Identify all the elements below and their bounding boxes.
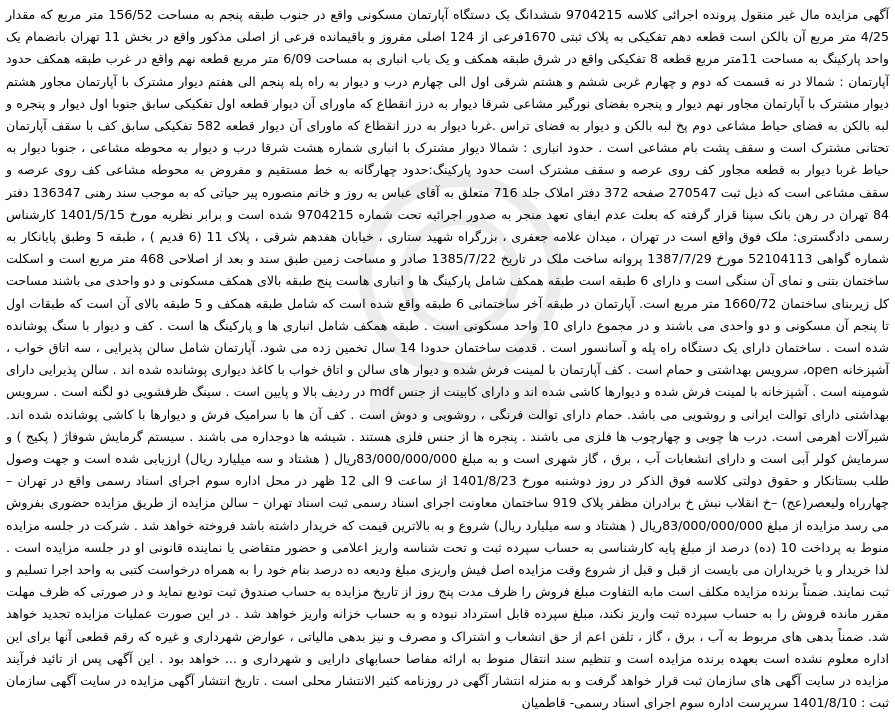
auction-notice-text: آگهی مزایده مال غیر منقول پرونده اجرائی کلاسه 9704215 ششدانگ یک دستگاه آپارتمان مسکونی واقع در جنوب طبقه پنجم به مساحت 156/52 متر مربع که مقدار 4/25 متر مربع آن بالکن است قطعه دهم تفکیکی به پلاک ثبتی 1670فرعی از 124 اصلی مفروز و باقیمانده فرعی از اصلی مذکور واقع در بخش 11 تهران بانضمام یک واحد پارکینگ به مساحت 11متر مربع قطعه 8 تفکیکی واقع در شرق طبقه همکف و یک باب انباری به مساحت 6/09 متر مربع قطعه نهم واقع در غرب طبقه همکف حدود آپارتمان : شمالا در نه قسمت که دوم و چهارم غربی ششم و هشتم شرقی اول الی چهارم درب و دیوار به راه پله پنجم الی هفتم دیوار مشترک با آپارتمان مجاور هشتم دیوار مشترک با آپارتمان مجاور نهم دیوار و پنجره بفضای نورگیر مشاعی شرقا دیوار به درز انقطاع که ماورای آن دیوار قطعه اول تفکیکی سابق جنوبا اول دیوار و پنجره و لبه بالکن به فضای حیاط مشاعی دوم پخ لبه بالکن و دیوار به فضای تراس .غربا دیوار به درز انقطاع که ماورای آن دیوار قطعه 582 تفکیکی سابق کف با سقف آپارتمان تحتانی مشترک است و سقف پشت بام مشاعی است . حدود انباری : شمالا دیوار مشترک با انباری شماره هشت شرقا درب و دیوار به محوطه مشاعی ، جنوبا دیوار به حیاط غربا دیوار به قطعه مجاور کف روی عرصه و سقف مشترک است حدود پارکینگ:حدود چهارگانه به خط مستقیم و مفروض به محوطه مشاعی کف روی عرصه و سقف مشاعی است که ذیل ثبت 270547 صفحه 372 دفتر املاک جلد 716 متعلق به آقای عباس به روز و خانم منصوره پیر حیاتی که به موجب سند رهنی 136347 دفتر 84 تهران در رهن بانک سپنا قرار گرفته که بعلت عدم ایفای تعهد منجر به صدور اجرائیه تحت شماره 9704215 شده است و برابر نظریه مورخ 1401/5/15 کارشناس رسمی دادگستری: ملک فوق واقع است در تهران ، میدان علامه جعفری ، بزرگراه شهید ستاری ، خیابان هفدهم شرقی ، پلاک 11 (6 قدیم ) ، طبقه 5 وطبق پایانکار به شماره گواهی 52104113 مورخ 1387/7/29 پروانه ساخت ملک در تاریخ 1385/7/22 صادر و مساحت زمین طبق سند و بعد از اصلاحی 468 متر مربع است و اسکلت ساختمان بتنی و نمای آن سنگی است و دارای 6 طبقه است طبقه همکف شامل پارکینگ ها و انباری هاست پنج طبقه بالای همکف مسکونی و دو واحدی می باشند مساحت کل زیربنای ساختمان 1660/72 متر مربع است. آپارتمان در طبقه آخر ساختمانی 6 طبقه واقع شده است که شامل طبقه همکف و 5 طبقه بالای آن است که طبقات اول تا پنجم آن مسکونی و دو واحدی می باشند و در مجموع دارای 10 واحد مسکونی است . طبقه همکف شامل انباری ها و پارکینگ ها است . کف و دیوار با سنگ پوشانده شده است . ساختمان دارای یک دستگاه راه پله و آسانسور است . قدمت ساختمان حدودا 14 سال تخمین زده می شود. آپارتمان شامل سالن پذیرایی ، سه اتاق خواب ، آشپزخانه open، سرویس بهداشتی و حمام است . کف آپارتمان با لمینت فرش شده و دیوار های سالن و اتاق خواب با کاغذ دیواری پوشانده شده اند . سالن پذیرایی دارای شومینه است . آشپزخانه با لمینت فرش شده و دیوارها کاشی شده اند و دارای کابینت از جنس mdf در ردیف بالا و پایین است . سینگ ظرفشویی دو لگنه است . سرویس بهداشتی دارای توالت ایرانی و روشویی می باشد. حمام دارای توالت فرنگی ، روشویی و دوش است . کف آن ها با سرامیک فرش و دیوارها با کاشی پوشانده شده اند. شیرآلات اهرمی است. درب ها چوبی و چهارچوب ها فلزی می باشند . پنجره ها از جنس فلزی هستند . شیشه ها دوجداره می باشند . سیستم گرمایش شوفاژ ( پکیج ) و سرمایش کولر آبی است و دارای انشعابات آب ، برق ، گاز شهری است و به مبلغ 83/000/000/000ریال ( هشتاد و سه میلیارد ریال) ارزیابی شده است و جهت وصول طلب بستانکار و حقوق دولتی کلاسه فوق الذکر در روز دوشنبه مورخ 1401/8/23 از ساعت 9 الی 12 ظهر در محل اداره سوم اجرای اسناد رسمی واقع در تهران – چهارراه ولیعصر(عج) –خ انقلاب نبش خ برادران مظفر پلاک 919 ساختمان معاونت اجرای اسناد رسمی ثبت اسناد تهران – سالن مزایده از طریق مزایده حضوری بفروش می رسد مزایده از مبلغ 83/000/000/000ریال ( هشتاد و سه میلیارد ریال) شروع و به بالاترین قیمت که خریدار داشته باشد فروخته خواهد شد . شرکت در جلسه مزایده منوط به پرداخت 10 (ده) درصد از مبلغ پایه کارشناسی به حساب سپرده ثبت و تحت شناسه واریز اعلامی و حضور متقاضی یا نماینده قانونی او در جلسه مزایده است . لذا خریدار و یا خریداران می بایست از قبل و قبل از شروع وقت مزایده اصل فیش واریزی مبلغ ودیعه ده درصد بنام خود را به همراه درخواست کتبی به واحد اجرا تسلیم و ثبت نمایند. ضمناً برنده مزایده مکلف است مابه التفاوت مبلغ فروش را ظرف مدت پنج روز از تاریخ مزایده به حساب صندوق ثبت تودیع نماید و در صورتی که ظرف مهلت مقرر مانده فروش را به حساب سپرده ثبت واریز نکند، مبلغ سپرده قابل استرداد نبوده و به حساب خزانه واریز خواهد شد . در این صورت عملیات مزایده تجدید خواهد شد. ضمناً بدهی های مربوط به آب ، برق ، گاز ، تلفن اعم از حق انشعاب و اشتراک و مصرف و نیز بدهی مالیاتی ، عوارض شهرداری و غیره که رقم قطعی آنها برای این اداره معلوم نشده است بعهده برنده مزایده است و تنظیم سند انتقال منوط به ارائه مفاصا حسابهای دارایی و شهرداری و ... خواهد بود . این آگهی پس از تائید فرآیند مزایده در سایت آگهی های سازمان ثبت قرار خواهد گرفت و به منزله انتشار آگهی در روزنامه کثیر الانتشار محلی است . تاریخ انتشار آگهی مزایده در سایت آگهی سازمان ثبت : 1401/8/10 سرپرست اداره سوم اجرای اسناد رسمی- قاطمیان bbox=[6, 7, 890, 711]
